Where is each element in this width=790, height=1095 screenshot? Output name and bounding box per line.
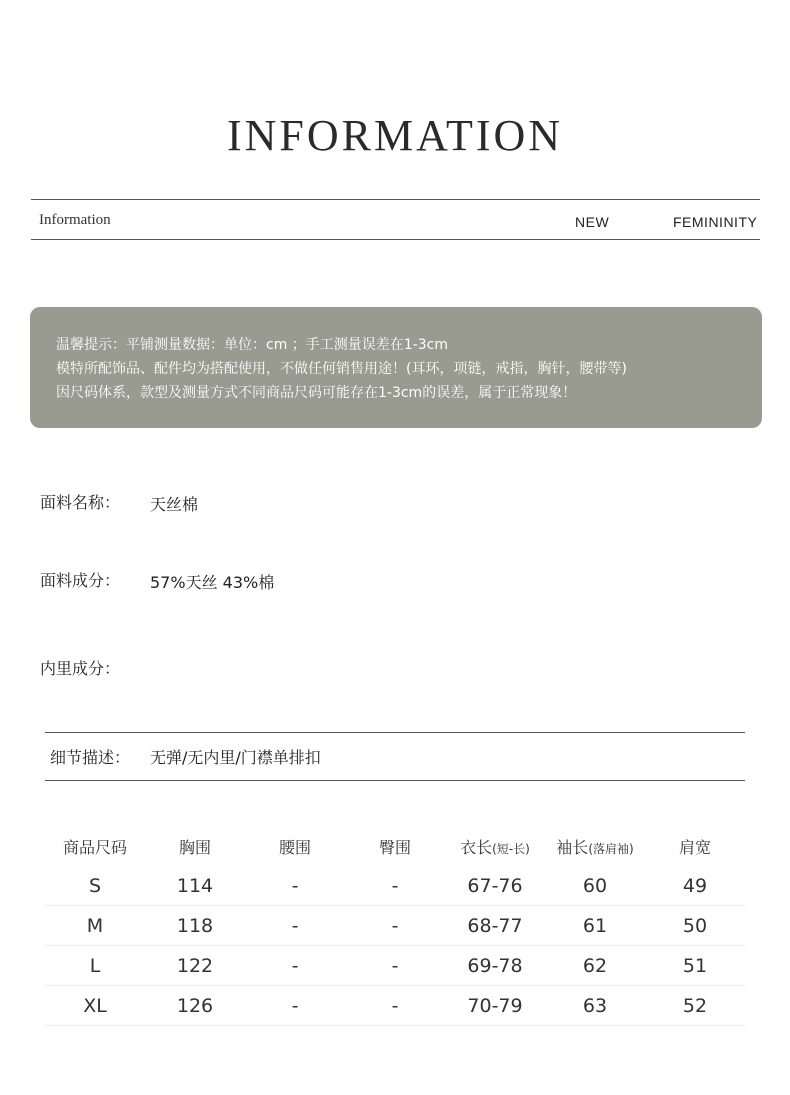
table-row (45, 946, 745, 986)
page-title: INFORMATION (226, 111, 564, 160)
header-bottom-divider (31, 239, 760, 240)
sleeve-cell: 63 (545, 986, 645, 1026)
detail-value: 无弹/无内里/门襟单排扣 (150, 748, 321, 767)
size-cell: S (45, 866, 145, 906)
header-sleeve-note: (落肩袖) (588, 841, 634, 856)
length-cell: 70-79 (445, 986, 545, 1026)
table-row (45, 866, 745, 906)
info-label: Information (39, 212, 111, 228)
fabric-name-label: 面料名称： (40, 493, 121, 512)
fabric-composition-label: 面料成分： (40, 571, 121, 590)
detail-top-divider (45, 732, 745, 733)
hip-cell: - (345, 866, 445, 906)
hip-cell: - (345, 986, 445, 1026)
detail-bottom-divider (45, 780, 745, 781)
detail-label: 细节描述： (50, 748, 131, 767)
shoulder-cell: 52 (645, 986, 745, 1026)
header-length-label: 衣长 (460, 837, 493, 857)
new-label: NEW (575, 214, 610, 230)
bust-cell: 126 (145, 986, 245, 1026)
header-sleeve-label: 袖长 (556, 837, 589, 857)
bust-cell: 114 (145, 866, 245, 906)
size-cell: XL (45, 986, 145, 1026)
length-cell: 69-78 (445, 946, 545, 986)
header-hip: 臀围 (378, 837, 411, 857)
bust-cell: 122 (145, 946, 245, 986)
waist-cell: - (245, 946, 345, 986)
header-sleeve (545, 826, 645, 866)
size-table-header (45, 826, 745, 866)
notice-box (30, 307, 762, 428)
header-waist: 腰围 (278, 837, 311, 857)
header-shoulder: 肩宽 (678, 837, 711, 857)
hip-cell: - (345, 906, 445, 946)
waist-cell: - (245, 906, 345, 946)
lining-composition-label: 内里成分： (40, 659, 121, 678)
table-row (45, 906, 745, 946)
header-bust: 胸围 (178, 837, 211, 857)
size-cell: M (45, 906, 145, 946)
sleeve-cell: 60 (545, 866, 645, 906)
length-cell: 68-77 (445, 906, 545, 946)
header-length-note: (短-长) (492, 841, 530, 856)
femininity-label: FEMININITY (673, 214, 758, 230)
hip-cell: - (345, 946, 445, 986)
length-cell: 67-76 (445, 866, 545, 906)
waist-cell: - (245, 866, 345, 906)
bust-cell: 118 (145, 906, 245, 946)
shoulder-cell: 50 (645, 906, 745, 946)
notice-line: 模特所配饰品、配件均为搭配使用，不做任何销售用途！(耳环，项链，戒指，胸针，腰带等) (56, 361, 627, 377)
sleeve-cell: 61 (545, 906, 645, 946)
notice-line: 温馨提示：平铺测量数据：单位：cm ；手工测量误差在1-3cm (56, 337, 448, 353)
size-table (45, 826, 745, 1026)
fabric-composition-value: 57%天丝 43%棉 (150, 573, 275, 592)
fabric-name-value: 天丝棉 (150, 495, 199, 514)
shoulder-cell: 51 (645, 946, 745, 986)
sleeve-cell: 62 (545, 946, 645, 986)
header-top-divider (31, 199, 760, 200)
header-length (445, 826, 545, 866)
waist-cell: - (245, 986, 345, 1026)
shoulder-cell: 49 (645, 866, 745, 906)
table-row (45, 986, 745, 1026)
header-size: 商品尺码 (62, 837, 127, 857)
size-cell: L (45, 946, 145, 986)
notice-line: 因尺码体系，款型及测量方式不同商品尺码可能存在1-3cm的误差，属于正常现象！ (56, 385, 577, 401)
